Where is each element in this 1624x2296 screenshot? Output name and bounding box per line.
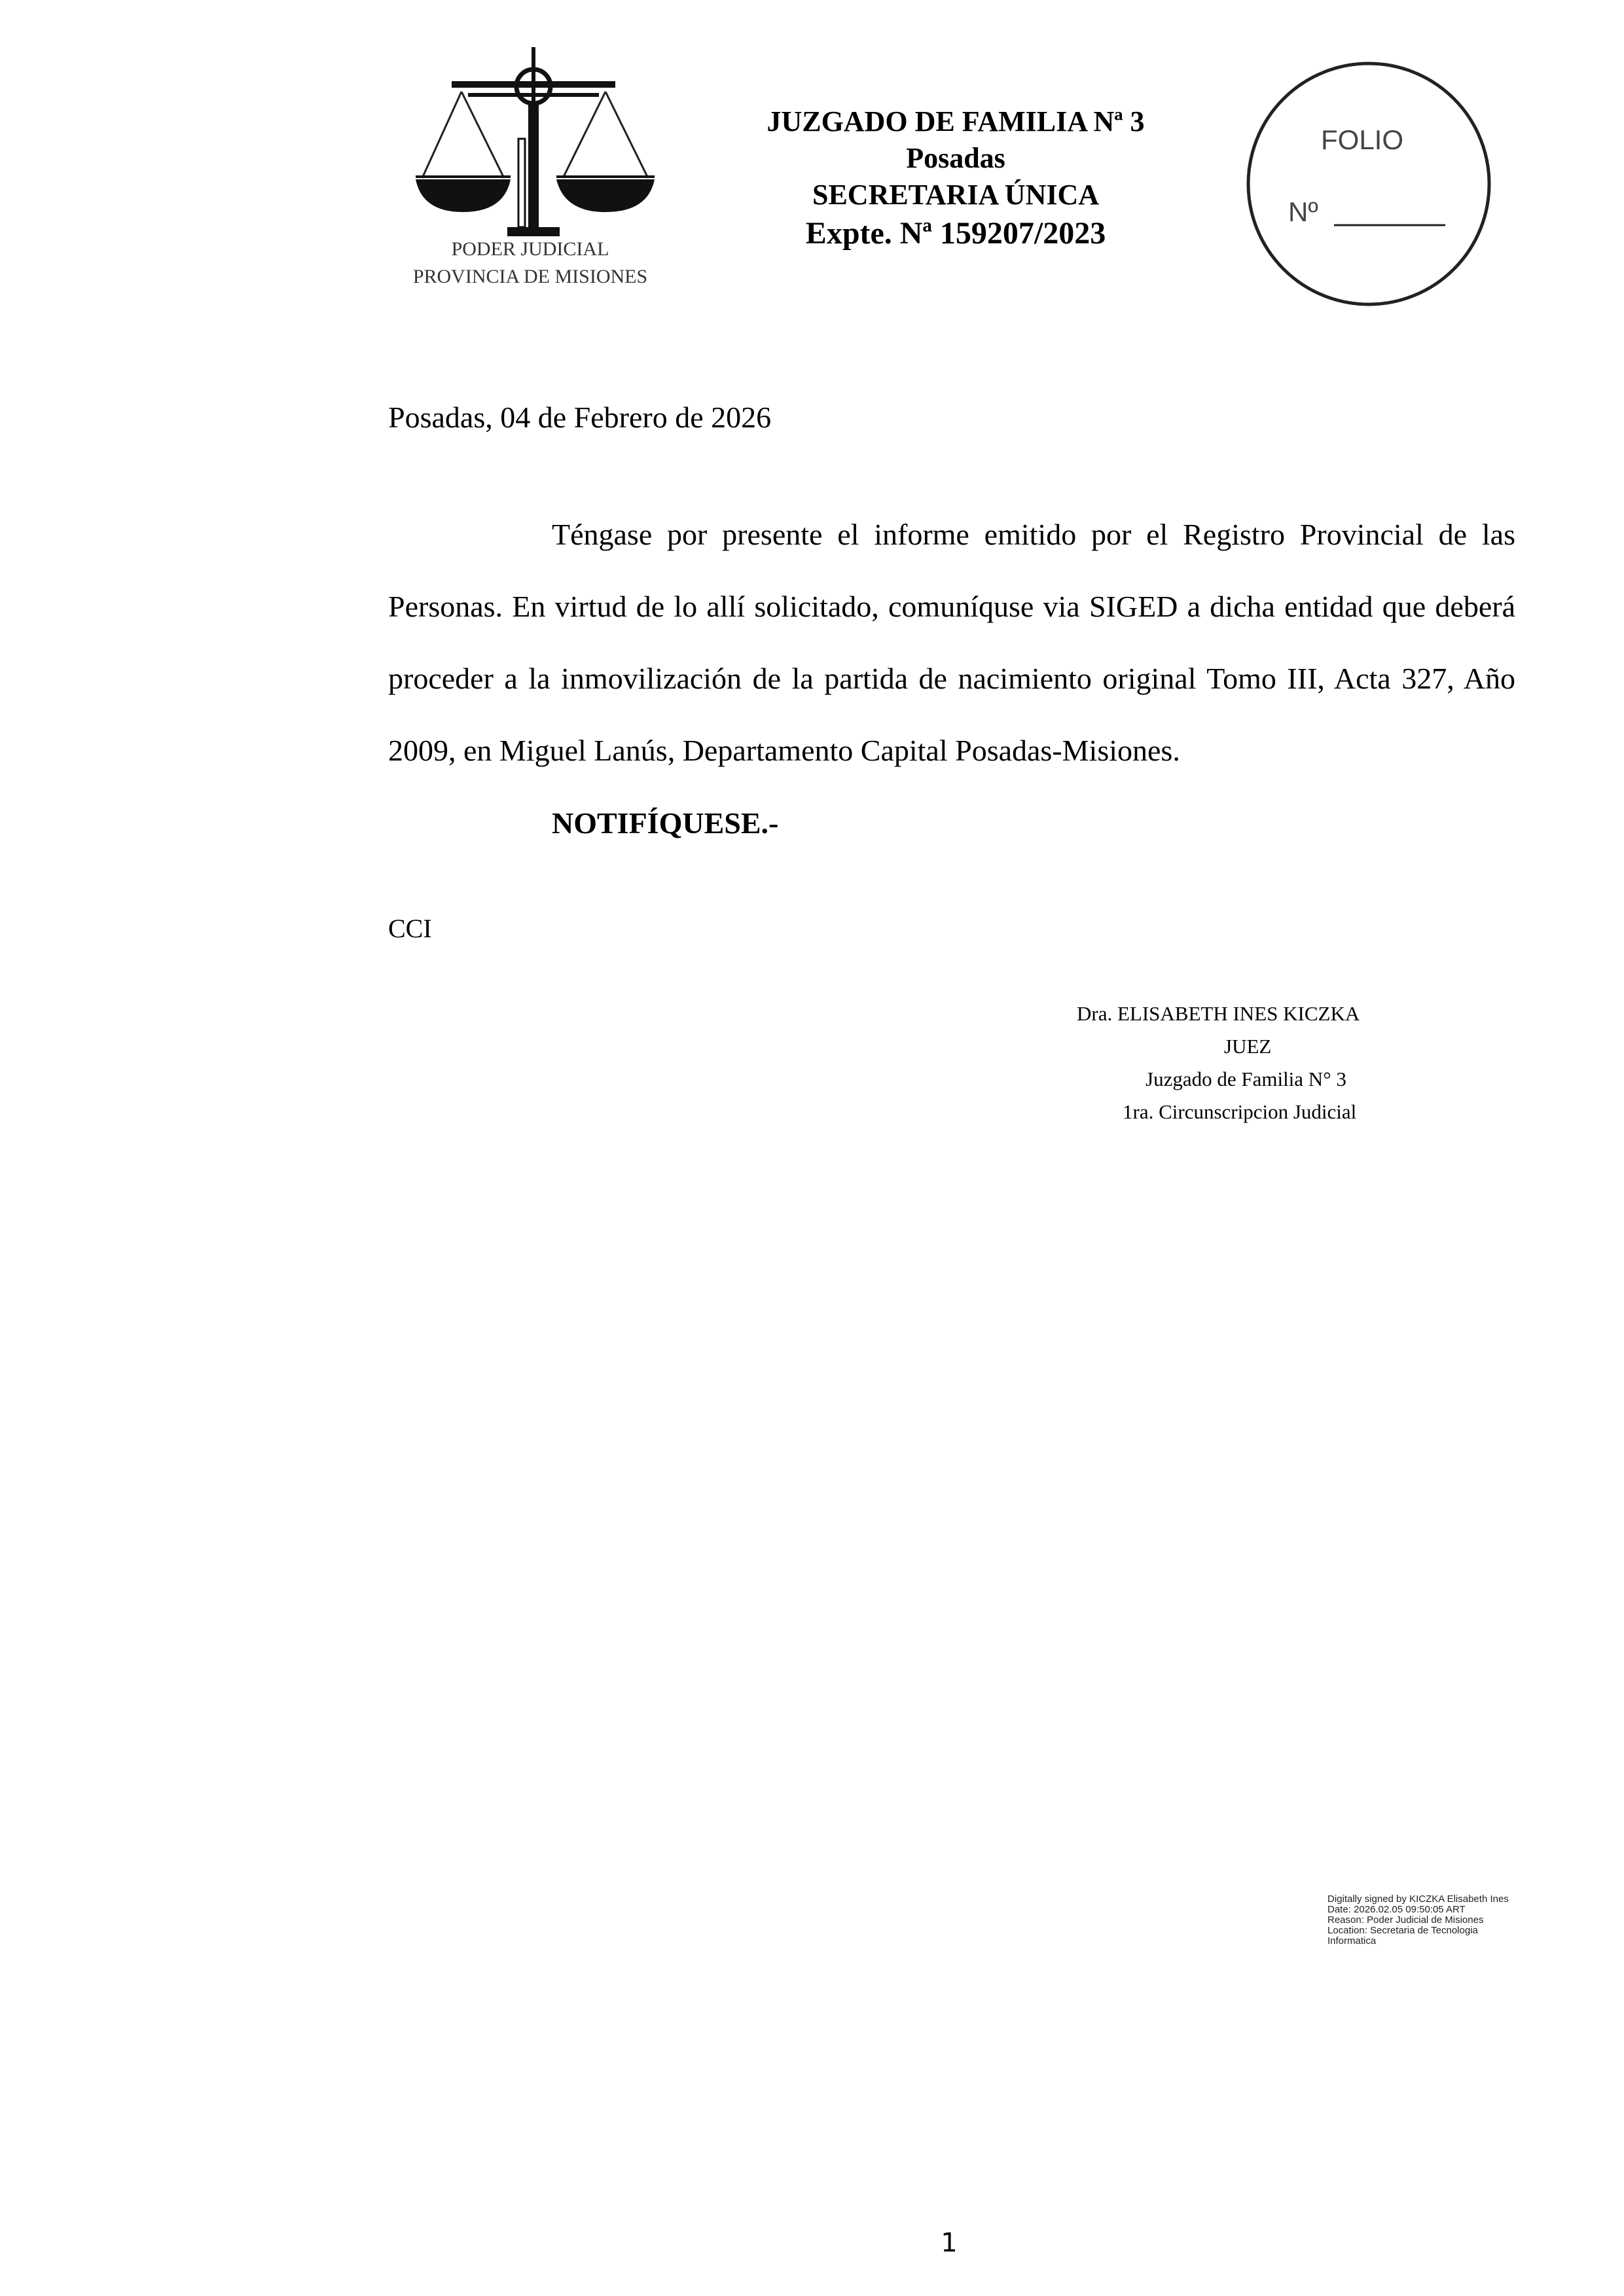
notify-heading: NOTIFÍQUESE.- [552, 806, 779, 840]
court-header [720, 103, 1191, 254]
digital-signer: Digitally signed by KICZKA Elisabeth Ines [1327, 1893, 1509, 1905]
digital-location-cont: Informatica [1327, 1935, 1377, 1946]
judge-role: JUEZ [1224, 1035, 1272, 1058]
folio-number-label: Nº [1288, 196, 1318, 227]
court-secretariat: SECRETARIA ÚNICA [812, 179, 1100, 211]
signature-block [982, 997, 1506, 1128]
scales-of-justice-icon [399, 41, 674, 289]
digital-date: Date: 2026.02.05 09:50:05 ART [1327, 1904, 1466, 1915]
date-line: Posadas, 04 de Febrero de 2026 [388, 401, 772, 434]
logo-line1: PODER JUDICIAL [451, 238, 609, 260]
judge-name: Dra. ELISABETH INES KICZKA [1077, 1002, 1360, 1025]
judge-jurisdiction: 1ra. Circunscripcion Judicial [1123, 1100, 1357, 1123]
digital-location: Location: Secretaria de Tecnologia [1327, 1925, 1478, 1936]
court-name: JUZGADO DE FAMILIA Nª 3 [767, 105, 1145, 137]
page-number: 1 [941, 2228, 958, 2258]
digital-reason: Reason: Poder Judicial de Misiones [1327, 1914, 1484, 1926]
folio-label: FOLIO [1321, 124, 1404, 155]
digital-signature-stamp [1327, 1894, 1550, 1946]
author-initials: CCI [388, 914, 432, 943]
body-paragraph: Téngase por presente el informe emitido por el Registro Provincial de las Personas. En virtud de lo allí solicitado, comuníquse via SIGED a dicha entidad que deberá proceder a la inmovilización de la partida de nacimiento original Tomo III, Acta 327, Año 2009, en Miguel Lanús, Departamento Capital Posadas-Misiones. [388, 518, 1515, 767]
logo-line2: PROVINCIA DE MISIONES [412, 266, 648, 287]
case-number: Expte. Nª 159207/2023 [805, 216, 1106, 251]
court-city: Posadas [906, 142, 1005, 174]
judge-court: Juzgado de Familia N° 3 [1146, 1067, 1346, 1090]
folio-stamp [1242, 58, 1495, 310]
court-logo [399, 41, 674, 289]
